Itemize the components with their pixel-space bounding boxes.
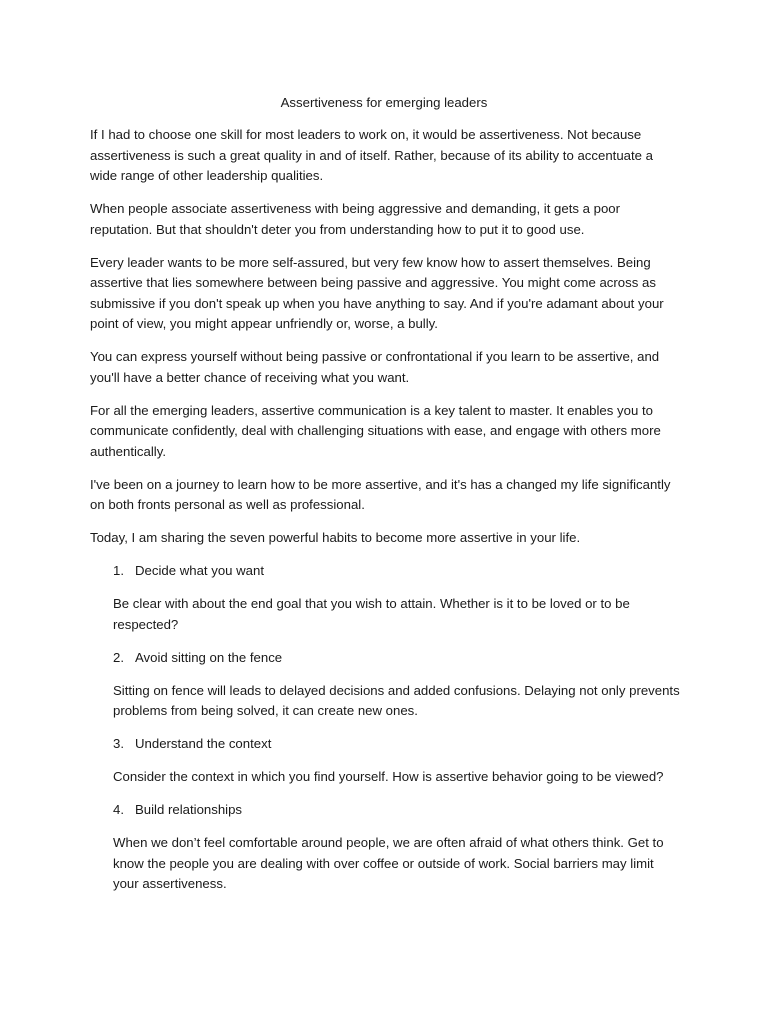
habit-item [90, 734, 680, 755]
paragraph-habits-intro: Today, I am sharing the seven powerful habits to become more assertive in your life. [90, 530, 581, 545]
paragraph-self-assured: Every leader wants to be more self-assured, but very few know how to assert themselves. Being assertive that lies somewhere between being passive and aggressive. You might come across as submissive if you don't speak up when you have anything to say. And if you're adamant about your point of view, you might appear unfriendly or, worse, a bully. [90, 254, 664, 331]
habit-description: When we don’t feel comfortable around people, we are often afraid of what others think. Get to know the people you are dealing with over coffee or outside of work. Social barriers may limit your assertiveness. [113, 835, 664, 891]
habit-description: Consider the context in which you find yourself. How is assertive behavior going to be viewed? [113, 769, 664, 784]
paragraph-intro: If I had to choose one skill for most leaders to work on, it would be assertiveness. Not because assertiveness is such a great quality in and of itself. Rather, because of its ability to accentuate a wide range of other leadership qualities. [90, 127, 653, 183]
habit-number: 4. [113, 802, 124, 817]
paragraph-express: You can express yourself without being passive or confrontational if you learn to be assertive, and you'll have a better chance of receiving what you want. [90, 349, 660, 385]
habit-title: Decide what you want [135, 563, 265, 578]
habit-title: Understand the context [135, 736, 272, 751]
paragraph-reputation: When people associate assertiveness with being aggressive and demanding, it gets a poor reputation. But that shouldn't deter you from understanding how to put it to good use. [90, 201, 621, 237]
habit-description: Be clear with about the end goal that you wish to attain. Whether is it to be loved or to be respected? [113, 596, 630, 632]
paragraph-emerging-leaders: For all the emerging leaders, assertive communication is a key talent to master. It enables you to communicate confidently, deal with challenging situations with ease, and engage with others more authentically. [90, 402, 661, 459]
habit-number: 3. [113, 736, 124, 751]
document-title: Assertiveness for emerging leaders [280, 95, 488, 110]
habit-description: Sitting on fence will leads to delayed decisions and added confusions. Delaying not only prevents problems from being solved, it can create new ones. [113, 682, 680, 718]
paragraph-journey: I've been on a journey to learn how to be more assertive, and it's has a changed my life significantly on both fronts personal as well as professional. [90, 476, 671, 512]
document-body [90, 125, 680, 907]
habit-title: Avoid sitting on the fence [135, 649, 283, 665]
habit-title: Build relationships [135, 802, 243, 817]
habit-number: 2. [113, 649, 124, 665]
habit-item [90, 648, 680, 669]
habit-item [90, 800, 680, 821]
habit-item [90, 561, 680, 582]
habit-number: 1. [113, 563, 124, 578]
